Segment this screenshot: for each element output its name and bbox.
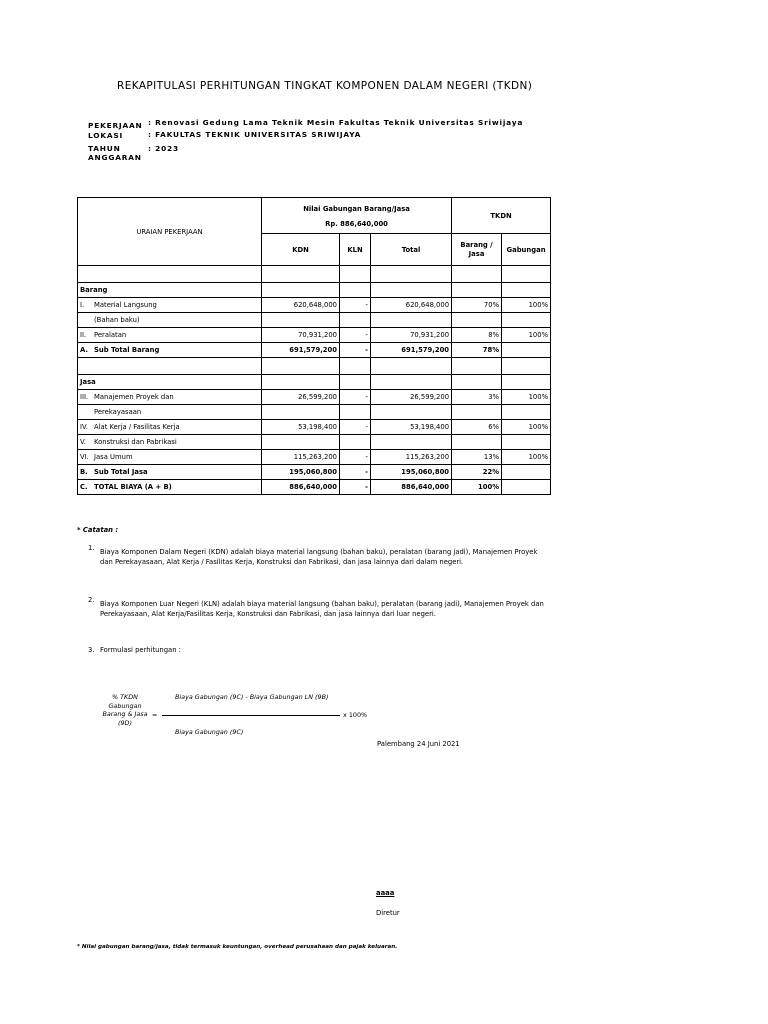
- row-label: Alat Kerja / Fasilitas Kerja: [94, 423, 180, 431]
- barang-jasa-tkdn-value: 8%: [452, 328, 502, 343]
- barang-jasa-tkdn-value: 70%: [452, 298, 502, 313]
- table-row: [78, 450, 551, 465]
- table-blank-cell: [452, 375, 502, 390]
- kln-value: [340, 435, 371, 450]
- notes-title: * Catatan :: [77, 526, 119, 534]
- gabungan-tkdn-value: 100%: [502, 450, 551, 465]
- kln-value: -: [340, 450, 371, 465]
- total-value: 70,931,200: [371, 328, 452, 343]
- row-label: (Bahan baku): [94, 316, 140, 324]
- formula-multiplier: x 100%: [343, 711, 368, 719]
- kdn-value: 26,599,200: [262, 390, 340, 405]
- table-row: [78, 480, 551, 495]
- row-number: V.: [80, 438, 86, 446]
- table-row: [78, 343, 551, 358]
- table-row: [78, 390, 551, 405]
- row-number: A.: [80, 346, 88, 354]
- table-blank-cell: [262, 283, 340, 298]
- note-2-text: Biaya Komponen Luar Negeri (KLN) adalah biaya material langsung (bahan baku), peralatan (barang jadi), Manajemen Proyek dan Perekayasaan, Alat Kerja/Fasilitas Kerja, Konstruksi dan Fabrikasi, dan jasa lainnya dari luar negeri.: [100, 600, 544, 618]
- table-blank-cell: [262, 358, 340, 375]
- row-number: B.: [80, 468, 88, 476]
- anggaran-label: ANGGARAN: [88, 153, 142, 162]
- table-blank-cell: [371, 283, 452, 298]
- formula-lhs-line-3: Barang & Jasa: [102, 710, 148, 718]
- gabungan-tkdn-value: [502, 435, 551, 450]
- nilai-gabungan-total: Rp. 886,640,000: [325, 220, 388, 228]
- barang-jasa-tkdn-value: 3%: [452, 390, 502, 405]
- note-3-number: 3.: [88, 646, 95, 654]
- table-row: [78, 465, 551, 480]
- kdn-value: 115,263,200: [262, 450, 340, 465]
- row-label: Sub Total Jasa: [94, 468, 148, 476]
- kdn-value: 195,060,800: [262, 465, 340, 480]
- row-label-cell: [78, 298, 262, 313]
- formula-denominator: Biaya Gabungan (9C): [175, 728, 244, 736]
- total-value: 115,263,200: [371, 450, 452, 465]
- row-number: IV.: [80, 423, 88, 431]
- table-blank-cell: [262, 375, 340, 390]
- row-number: I.: [80, 301, 85, 309]
- total-value: 53,198,400: [371, 420, 452, 435]
- barang-jasa-tkdn-value: 78%: [452, 343, 502, 358]
- table-blank-cell: [371, 266, 452, 283]
- formula-lhs: [95, 693, 158, 727]
- table-blank-cell: [502, 283, 551, 298]
- row-label: Perekayasaan: [94, 408, 142, 416]
- table-blank-cell: [502, 375, 551, 390]
- kln-column-header: KLN: [340, 234, 371, 266]
- total-value: [371, 313, 452, 328]
- signature-position: Diretur: [376, 909, 400, 917]
- table-row: [78, 420, 551, 435]
- gabungan-tkdn-value: [502, 343, 551, 358]
- row-label: TOTAL BIAYA (A + B): [94, 483, 172, 491]
- row-label: Peralatan: [94, 331, 127, 339]
- gabungan-tkdn-value: 100%: [502, 420, 551, 435]
- barang-jasa-tkdn-value: 13%: [452, 450, 502, 465]
- formula-numerator: Biaya Gabungan (9C) - Biaya Gabungan LN (9B): [175, 693, 329, 701]
- table-row: [78, 358, 551, 375]
- barang-jasa-column-header: Barang / Jasa: [452, 234, 502, 266]
- note-1-number: 1.: [88, 544, 95, 552]
- barang-jasa-tkdn-value: 6%: [452, 420, 502, 435]
- row-label: Manajemen Proyek dan: [94, 393, 174, 401]
- gabungan-tkdn-value: [502, 465, 551, 480]
- tkdn-table: [77, 197, 551, 495]
- row-label-cell: [78, 465, 262, 480]
- pekerjaan-value: : Renovasi Gedung Lama Teknik Mesin Fakultas Teknik Universitas Sriwijaya: [148, 118, 524, 127]
- table-row: [78, 328, 551, 343]
- row-label-cell: [78, 480, 262, 495]
- lokasi-label: LOKASI: [88, 131, 124, 140]
- table-blank-cell: [452, 283, 502, 298]
- row-label-cell: [78, 343, 262, 358]
- table-row: [78, 298, 551, 313]
- table-row: [78, 435, 551, 450]
- table-blank-cell: [502, 358, 551, 375]
- kdn-value: [262, 405, 340, 420]
- table-row: [78, 375, 551, 390]
- kdn-value: 886,640,000: [262, 480, 340, 495]
- table-blank-cell: [340, 358, 371, 375]
- table-blank-cell: [452, 266, 502, 283]
- pekerjaan-label: PEKERJAAN: [88, 121, 143, 130]
- nilai-gabungan-header: [262, 198, 452, 234]
- row-label: Material Langsung: [94, 301, 157, 309]
- kdn-value: 70,931,200: [262, 328, 340, 343]
- total-value: 26,599,200: [371, 390, 452, 405]
- formula-equals: =: [152, 711, 158, 719]
- kln-value: -: [340, 328, 371, 343]
- kln-value: -: [340, 480, 371, 495]
- table-blank-cell: [340, 266, 371, 283]
- table-blank-cell: [78, 266, 262, 283]
- signature-name: aaaa: [376, 889, 395, 897]
- gabungan-tkdn-value: 100%: [502, 390, 551, 405]
- kln-value: -: [340, 420, 371, 435]
- formula-lhs-line-1: % TKDN: [112, 693, 138, 701]
- lokasi-value: : FAKULTAS TEKNIK UNIVERSITAS SRIWIJAYA: [148, 130, 362, 139]
- barang-jasa-tkdn-value: [452, 435, 502, 450]
- kln-value: [340, 313, 371, 328]
- row-number: II.: [80, 331, 87, 339]
- section-label: Barang: [78, 283, 262, 298]
- note-3-text: Formulasi perhitungan :: [100, 646, 181, 654]
- gabungan-tkdn-value: [502, 405, 551, 420]
- table-row: [78, 266, 551, 283]
- barang-jasa-tkdn-value: 100%: [452, 480, 502, 495]
- footnote: * Nilai gabungan barang/jasa, tidak termasuk keuntungan, overhead perusahaan dan pajak keluaran.: [77, 944, 398, 950]
- row-label-cell: [78, 435, 262, 450]
- row-number: VI.: [80, 453, 89, 461]
- formula-lhs-line-2: Gabungan: [108, 701, 142, 710]
- total-value: [371, 435, 452, 450]
- kdn-column-header: KDN: [262, 234, 340, 266]
- kdn-value: 620,648,000: [262, 298, 340, 313]
- tahun-value: : 2023: [148, 144, 179, 153]
- kln-value: -: [340, 343, 371, 358]
- kln-value: [340, 405, 371, 420]
- gabungan-column-header: Gabungan: [502, 234, 551, 266]
- row-label: Konstruksi dan Pabrikasi: [94, 438, 177, 446]
- formula-fraction-line: [162, 715, 340, 716]
- barang-jasa-tkdn-value: 22%: [452, 465, 502, 480]
- table-blank-cell: [371, 375, 452, 390]
- note-1-text: Biaya Komponen Dalam Negeri (KDN) adalah biaya material langsung (bahan baku), peralatan (barang jadi), Manajemen Proyek dan Perekayasaan, Alat Kerja / Fasilitas Kerja, Konstruksi dan Fabrikasi, dan jasa lainnya dari dalam negeri.: [100, 548, 538, 566]
- formula-lhs-line-4: (9D): [118, 718, 132, 727]
- row-label: Sub Total Barang: [94, 346, 160, 354]
- table-row: [78, 405, 551, 420]
- total-value: 886,640,000: [371, 480, 452, 495]
- row-label-cell: [78, 390, 262, 405]
- table-row: [78, 283, 551, 298]
- section-label: Jasa: [78, 375, 262, 390]
- row-label: Jasa Umum: [94, 453, 133, 461]
- gabungan-tkdn-value: [502, 480, 551, 495]
- kdn-value: [262, 435, 340, 450]
- document-title: REKAPITULASI PERHITUNGAN TINGKAT KOMPONEN DALAM NEGERI (TKDN): [117, 80, 533, 92]
- table-blank-cell: [262, 266, 340, 283]
- total-column-header: Total: [371, 234, 452, 266]
- kdn-value: 53,198,400: [262, 420, 340, 435]
- barang-jasa-tkdn-value: [452, 405, 502, 420]
- table-blank-cell: [340, 375, 371, 390]
- row-label-cell: [78, 420, 262, 435]
- signature-place-date: Palembang 24 Juni 2021: [377, 740, 460, 748]
- kdn-value: [262, 313, 340, 328]
- table-blank-cell: [502, 266, 551, 283]
- kln-value: -: [340, 390, 371, 405]
- total-value: 620,648,000: [371, 298, 452, 313]
- row-label-cell: [78, 450, 262, 465]
- table-blank-cell: [371, 358, 452, 375]
- row-label-cell: [78, 405, 262, 420]
- note-2-number: 2.: [88, 596, 95, 604]
- gabungan-tkdn-value: 100%: [502, 328, 551, 343]
- total-value: [371, 405, 452, 420]
- table-blank-cell: [78, 358, 262, 375]
- table-blank-cell: [340, 283, 371, 298]
- tahun-label: TAHUN: [88, 144, 121, 153]
- total-value: 691,579,200: [371, 343, 452, 358]
- row-label-cell: [78, 328, 262, 343]
- row-label-cell: [78, 313, 262, 328]
- kdn-value: 691,579,200: [262, 343, 340, 358]
- barang-jasa-tkdn-value: [452, 313, 502, 328]
- table-row: [78, 313, 551, 328]
- row-number: C.: [80, 483, 88, 491]
- nilai-gabungan-title: Nilai Gabungan Barang/Jasa: [303, 205, 410, 213]
- row-number: III.: [80, 393, 89, 401]
- uraian-header: URAIAN PEKERJAAN: [78, 198, 262, 266]
- kln-value: -: [340, 465, 371, 480]
- total-value: 195,060,800: [371, 465, 452, 480]
- gabungan-tkdn-value: [502, 313, 551, 328]
- tkdn-header: TKDN: [452, 198, 551, 234]
- kln-value: -: [340, 298, 371, 313]
- table-blank-cell: [452, 358, 502, 375]
- gabungan-tkdn-value: 100%: [502, 298, 551, 313]
